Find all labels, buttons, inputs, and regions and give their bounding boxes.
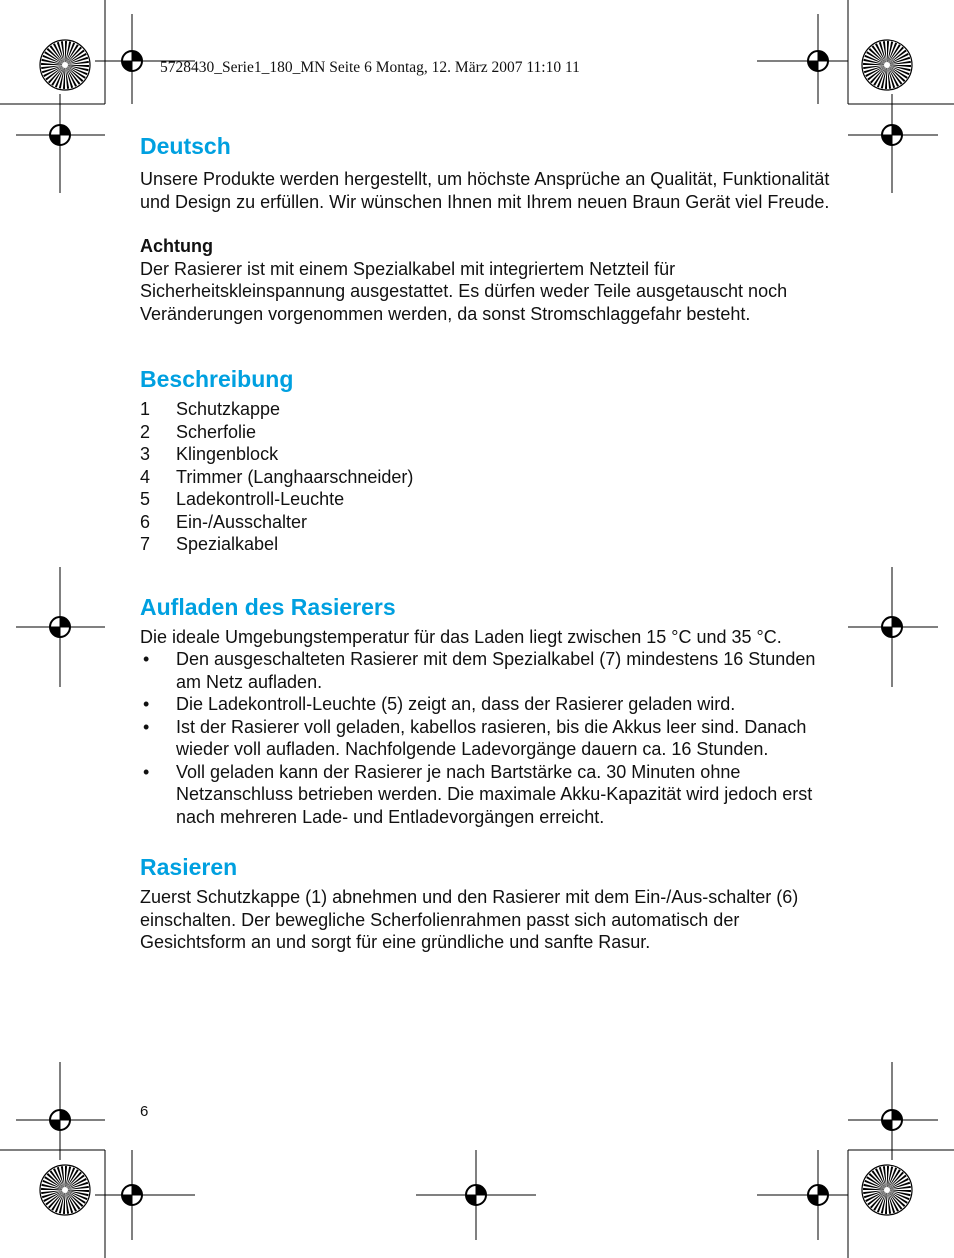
star-target-icon xyxy=(862,1165,912,1215)
list-item xyxy=(140,533,830,556)
list-item xyxy=(140,398,830,421)
bullet-text: Den ausgeschalteten Rasierer mit dem Spezialkabel (7) mindestens 16 Stunden am Netz aufladen. xyxy=(176,649,816,692)
section-rasieren xyxy=(140,851,830,954)
list-item xyxy=(140,466,830,489)
charging-bullets xyxy=(140,648,830,828)
item-label: Scherfolie xyxy=(176,421,257,442)
registration-crosshair-icon xyxy=(122,51,142,71)
registration-crosshair-icon xyxy=(122,1185,142,1205)
intro-paragraph: Unsere Produkte werden hergestellt, um höchste Ansprüche an Qualität, Funktionalität und Design zu erfüllen. Wir wünschen Ihnen mit Ihrem neuen Braun Gerät viel Freude. xyxy=(140,169,830,212)
list-item xyxy=(140,488,830,511)
shaving-paragraph: Zuerst Schutzkappe (1) abnehmen und den Rasierer mit dem Ein-/Aus-schalter (6) einschalten. Der bewegliche Scherfolienrahmen passt sich automatisch der Gesichtsform an und sorgt für eine gründliche und sanfte Rasur. xyxy=(140,887,799,952)
bullet-text: Ist der Rasierer voll geladen, kabellos rasieren, bis die Akkus leer sind. Danach wieder voll aufladen. Nachfolgende Ladevorgänge dauern ca. 16 Stunden. xyxy=(176,716,807,759)
print-slug-line: 5728430_Serie1_180_MN Seite 6 Montag, 12. März 2007 11:10 11 xyxy=(160,59,580,76)
heading-beschreibung: Beschreibung xyxy=(140,366,294,392)
section-beschreibung xyxy=(140,363,830,556)
star-target-icon xyxy=(862,40,912,90)
registration-crosshair-icon xyxy=(882,1110,902,1130)
item-number: 3 xyxy=(140,444,151,464)
item-label: Ein-/Ausschalter xyxy=(176,511,308,532)
heading-rasieren: Rasieren xyxy=(140,854,238,880)
heading-deutsch: Deutsch xyxy=(140,133,231,159)
registration-crosshair-icon xyxy=(50,617,70,637)
item-label: Schutzkappe xyxy=(176,399,281,419)
item-number: 5 xyxy=(140,489,151,509)
bullet-marker: • xyxy=(143,716,150,737)
item-label: Trimmer (Langhaarschneider) xyxy=(176,466,414,487)
item-label: Klingenblock xyxy=(176,444,279,464)
bullet-marker: • xyxy=(143,761,150,782)
bullet-marker: • xyxy=(143,649,150,669)
list-item xyxy=(140,716,830,761)
warning-paragraph: Der Rasierer ist mit einem Spezialkabel mit integriertem Netzteil für Sicherheitskleinspannung ausgestattet. Es dürfen weder Teile ausgetauscht noch Veränderungen vorgenommen werden, da sonst Stromschlaggefahr besteht. xyxy=(140,258,788,324)
registration-crosshair-icon xyxy=(466,1185,486,1205)
section-aufladen xyxy=(140,591,830,829)
list-item xyxy=(140,421,830,444)
item-number: 2 xyxy=(140,421,151,442)
item-label: Spezialkabel xyxy=(176,534,279,554)
item-label: Ladekontroll-Leuchte xyxy=(176,489,345,509)
registration-crosshair-icon xyxy=(808,1185,828,1205)
registration-crosshair-icon xyxy=(882,617,902,637)
parts-list xyxy=(140,398,830,556)
star-target-icon xyxy=(40,1165,90,1215)
bullet-marker: • xyxy=(143,694,150,714)
star-target-icon xyxy=(40,40,90,90)
item-number: 6 xyxy=(140,511,151,532)
bullet-text: Die Ladekontroll-Leuchte (5) zeigt an, dass der Rasierer geladen wird. xyxy=(176,694,736,714)
warning-title: Achtung xyxy=(140,236,213,256)
charging-intro: Die ideale Umgebungstemperatur für das Laden liegt zwischen 15 °C und 35 °C. xyxy=(140,626,782,647)
bullet-text: Voll geladen kann der Rasierer je nach Bartstärke ca. 30 Minuten ohne Netzanschluss betrieben werden. Die maximale Akku-Kapazität wird jedoch erst nach mehreren Lade- und Entladevorgängen erreicht. xyxy=(176,761,813,827)
registration-crosshair-icon xyxy=(50,1110,70,1130)
list-item xyxy=(140,693,830,716)
page-number: 6 xyxy=(140,1103,149,1120)
page-content xyxy=(140,130,830,954)
registration-crosshair-icon xyxy=(808,51,828,71)
list-item xyxy=(140,511,830,534)
item-number: 1 xyxy=(140,399,151,419)
list-item xyxy=(140,761,830,829)
registration-crosshair-icon xyxy=(882,125,902,145)
section-deutsch xyxy=(140,130,830,325)
item-number: 7 xyxy=(140,534,151,554)
list-item xyxy=(140,648,830,693)
list-item xyxy=(140,443,830,466)
item-number: 4 xyxy=(140,466,151,487)
registration-crosshair-icon xyxy=(50,125,70,145)
heading-aufladen: Aufladen des Rasierers xyxy=(140,593,396,620)
